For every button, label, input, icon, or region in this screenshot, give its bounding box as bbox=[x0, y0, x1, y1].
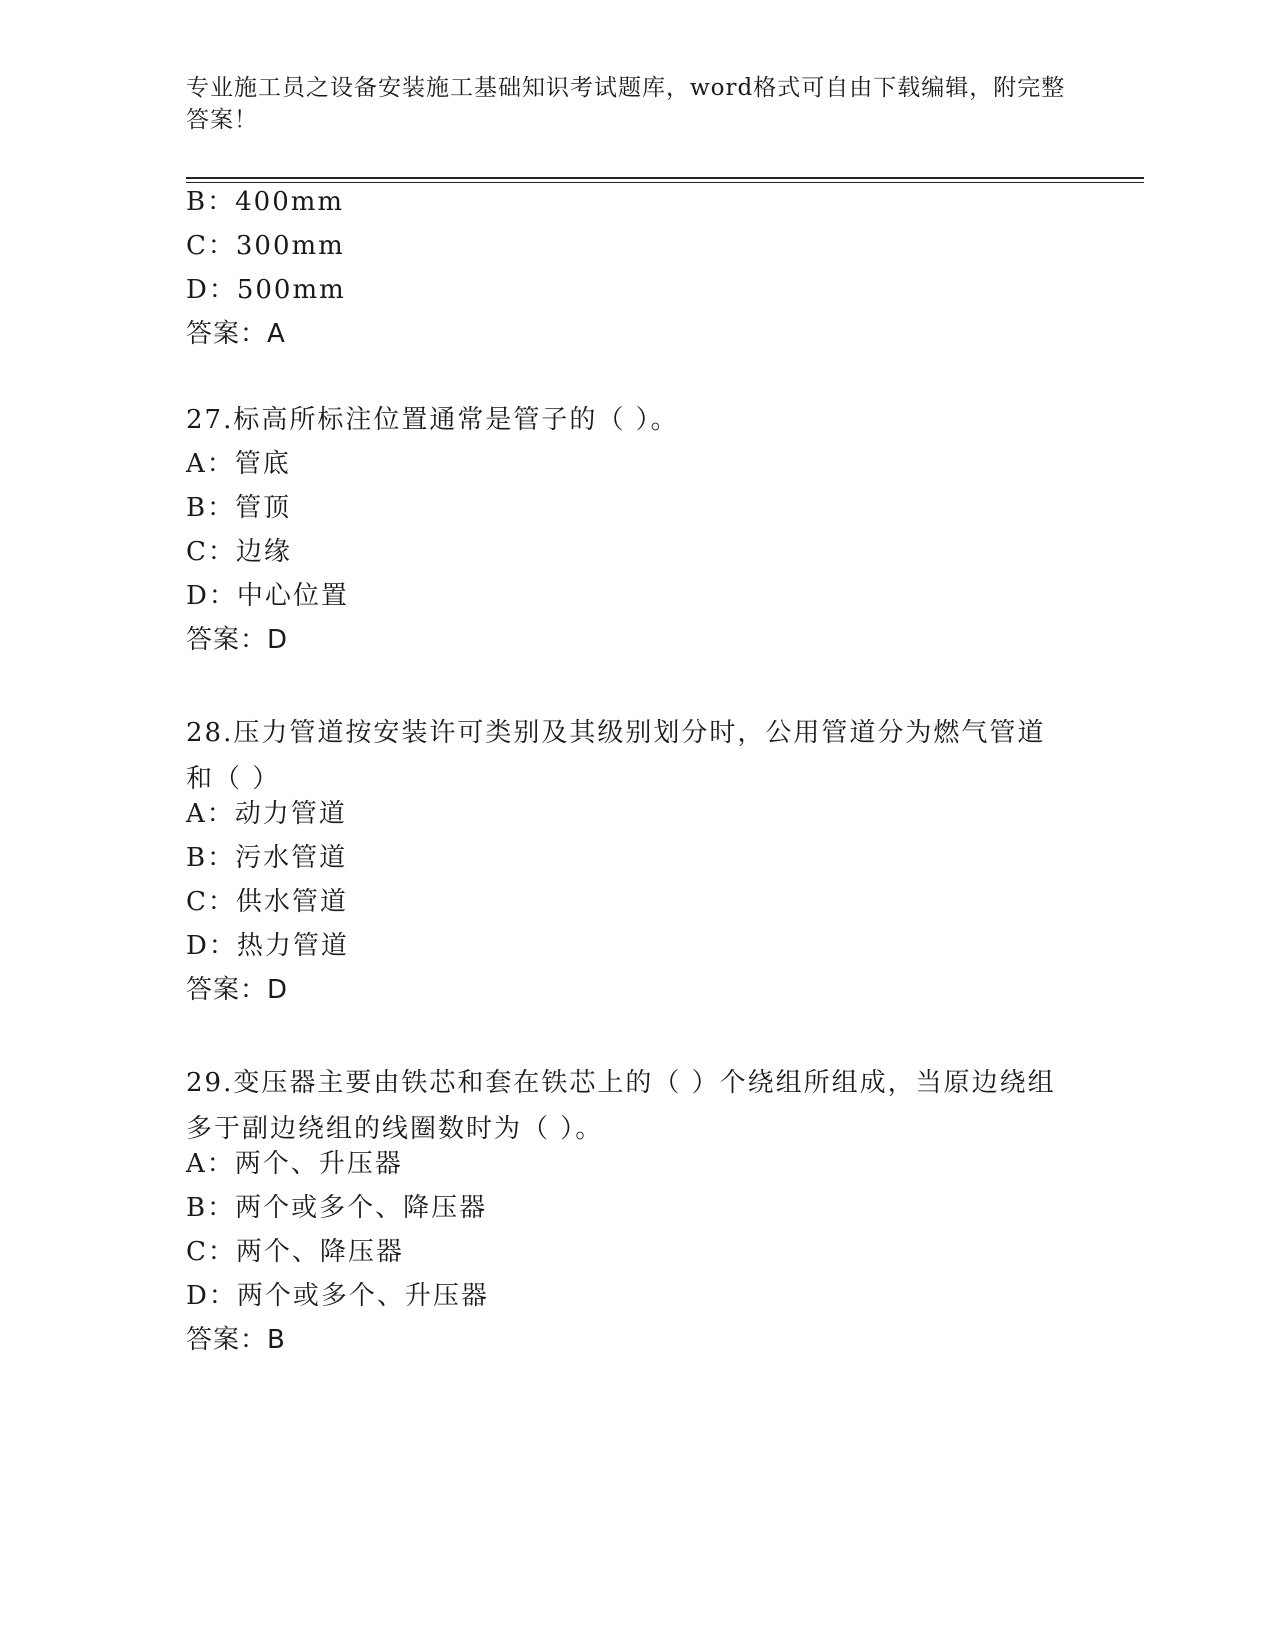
option-d: D：500mm bbox=[186, 275, 346, 305]
question-stem: 27.标高所标注位置通常是管子的（ ）。 bbox=[186, 405, 679, 435]
answer: 答案：D bbox=[186, 625, 289, 655]
answer: 答案：A bbox=[186, 319, 286, 349]
option-b: B：污水管道 bbox=[186, 843, 348, 873]
header-divider-thin bbox=[186, 182, 1144, 183]
option-c: C：两个、降压器 bbox=[186, 1237, 404, 1267]
option-d: D：两个或多个、升压器 bbox=[186, 1281, 489, 1311]
option-a: A：动力管道 bbox=[186, 799, 347, 829]
option-b: B：400mm bbox=[186, 187, 345, 217]
option-c: C：供水管道 bbox=[186, 887, 348, 917]
header-divider bbox=[186, 177, 1144, 179]
question-stem: 28.压力管道按安装许可类别及其级别划分时，公用管道分为燃气管道和（ ） bbox=[186, 718, 1046, 794]
option-c: C：300mm bbox=[186, 231, 345, 261]
question-stem: 29.变压器主要由铁芯和套在铁芯上的（ ）个绕组所组成，当原边绕组多于副边绕组的线圈数时为（ ）。 bbox=[186, 1068, 1056, 1144]
option-a: A：两个、升压器 bbox=[186, 1149, 403, 1179]
answer: 答案：D bbox=[186, 975, 289, 1005]
option-d: D：热力管道 bbox=[186, 931, 349, 961]
option-b: B：两个或多个、降压器 bbox=[186, 1193, 488, 1223]
option-d: D：中心位置 bbox=[186, 581, 349, 611]
option-a: A：管底 bbox=[186, 449, 291, 479]
option-b: B：管顶 bbox=[186, 493, 292, 523]
document-header: 专业施工员之设备安装施工基础知识考试题库，word格式可自由下载编辑，附完整答案！ bbox=[186, 75, 1066, 133]
option-c: C：边缘 bbox=[186, 537, 292, 567]
answer: 答案：B bbox=[186, 1325, 286, 1355]
